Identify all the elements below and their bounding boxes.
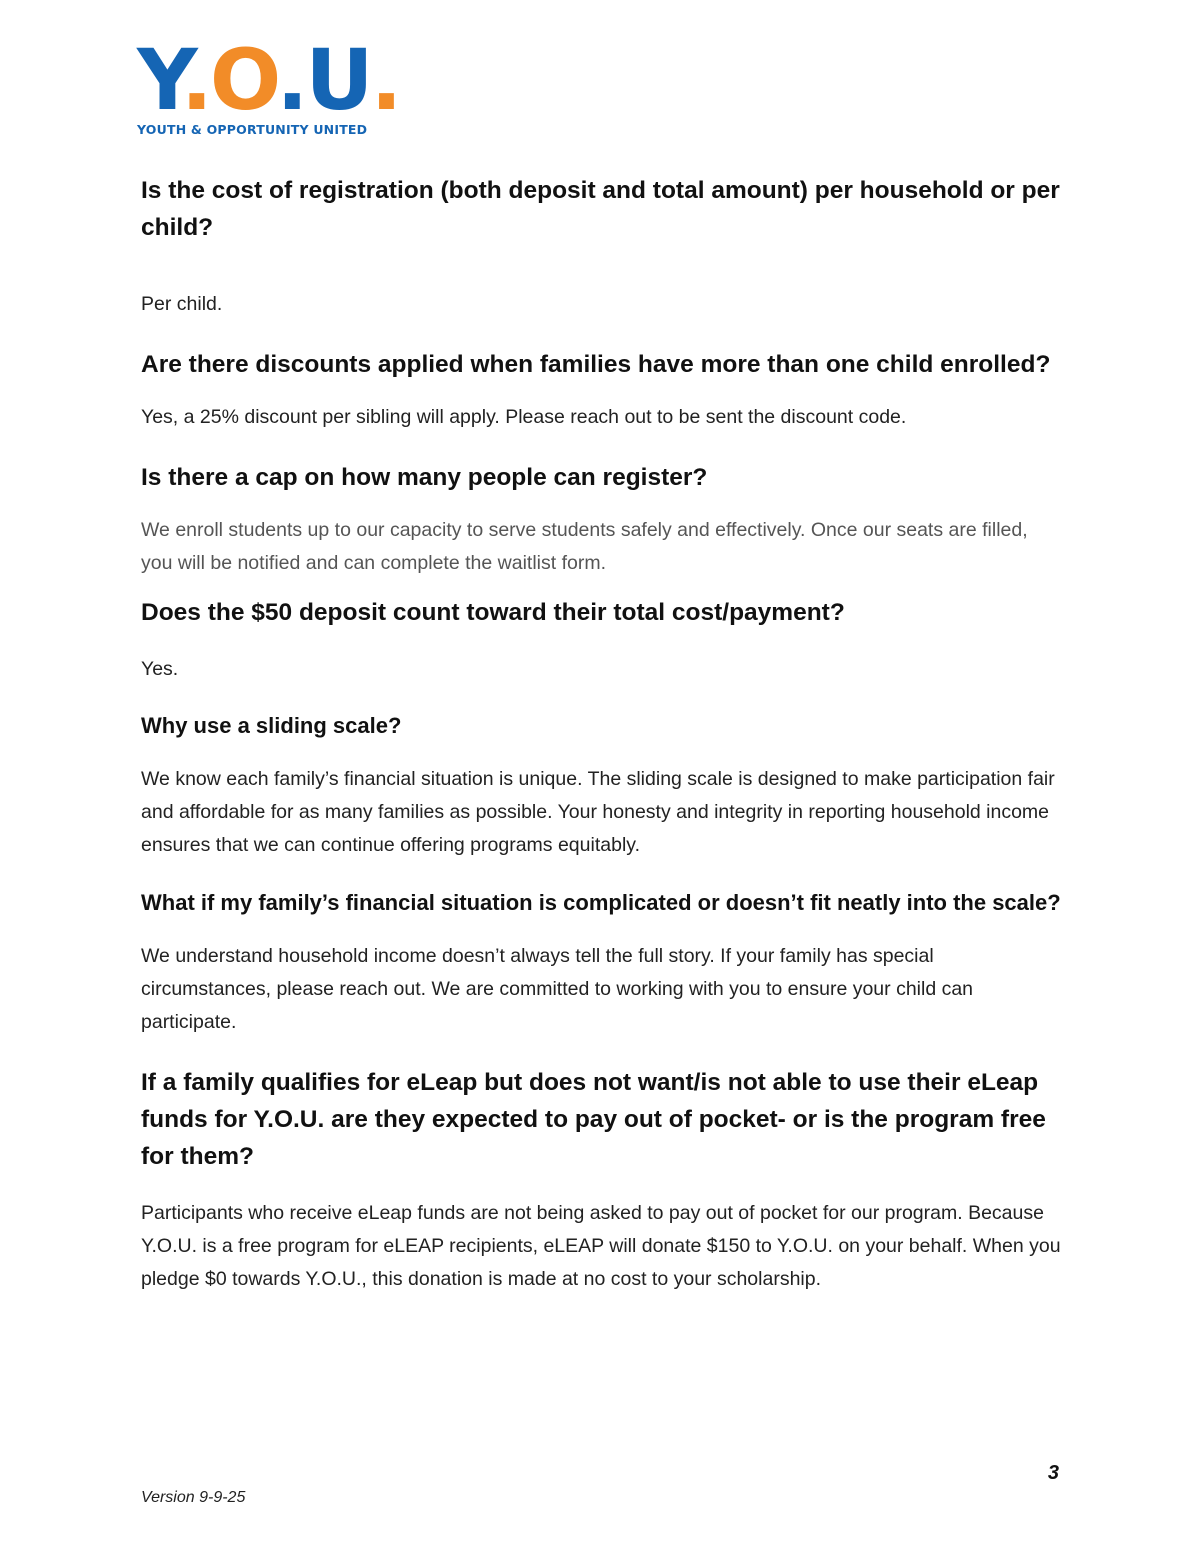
faq-answer-5: We know each family’s financial situation is unique. The sliding scale is designed to make participation fair and affordable for as many families as possible. Your honesty and integrity in reporting household income ensures that we can continue offering programs equitably.	[141, 768, 1055, 856]
page-number: 3	[1047, 1462, 1059, 1484]
faq-answer-3: We enroll students up to our capacity to serve students safely and effectively. Once our seats are filled, you will be notified and can complete the waitlist form.	[141, 519, 1028, 574]
faq-question-4: Does the $50 deposit count toward their total cost/payment?	[141, 599, 845, 626]
faq-question-2: Are there discounts applied when families have more than one child enrolled?	[141, 351, 1051, 378]
faq-question-1: Is the cost of registration (both deposit and total amount) per household or per child?	[141, 177, 1060, 241]
faq-question-6: What if my family’s financial situation is complicated or doesn’t fit neatly into the scale?	[141, 890, 1061, 915]
faq-answer-7: Participants who receive eLeap funds are not being asked to pay out of pocket for our program. Because Y.O.U. is a free program for eLEAP recipients, eLEAP will donate $150 to Y.O.U. on your behalf. When you pledge $0 towards Y.O.U., this donation is made at no cost to your scholarship.	[141, 1202, 1061, 1290]
faq-answer-2: Yes, a 25% discount per sibling will apply. Please reach out to be sent the discount code.	[141, 406, 907, 428]
faq-question-3: Is there a cap on how many people can register?	[141, 464, 708, 491]
logo-tagline: YOUTH & OPPORTUNITY UNITED	[137, 122, 368, 137]
faq-question-7: If a family qualifies for eLeap but does not want/is not able to use their eLeap funds for Y.O.U. are they expected to pay out of pocket- or is the program free for them?	[141, 1069, 1046, 1170]
faq-content	[141, 172, 1061, 1296]
faq-answer-1: Per child.	[141, 293, 223, 315]
version-label: Version 9-9-25	[141, 1489, 246, 1506]
faq-answer-4: Yes.	[141, 658, 179, 680]
faq-answer-6: We understand household income doesn’t always tell the full story. If your family has special circumstances, please reach out. We are committed to working with you to ensure your child can participate.	[141, 945, 974, 1033]
logo	[137, 31, 400, 137]
faq-question-5: Why use a sliding scale?	[141, 713, 402, 738]
logo-mark: Y.O.U.	[137, 31, 400, 129]
